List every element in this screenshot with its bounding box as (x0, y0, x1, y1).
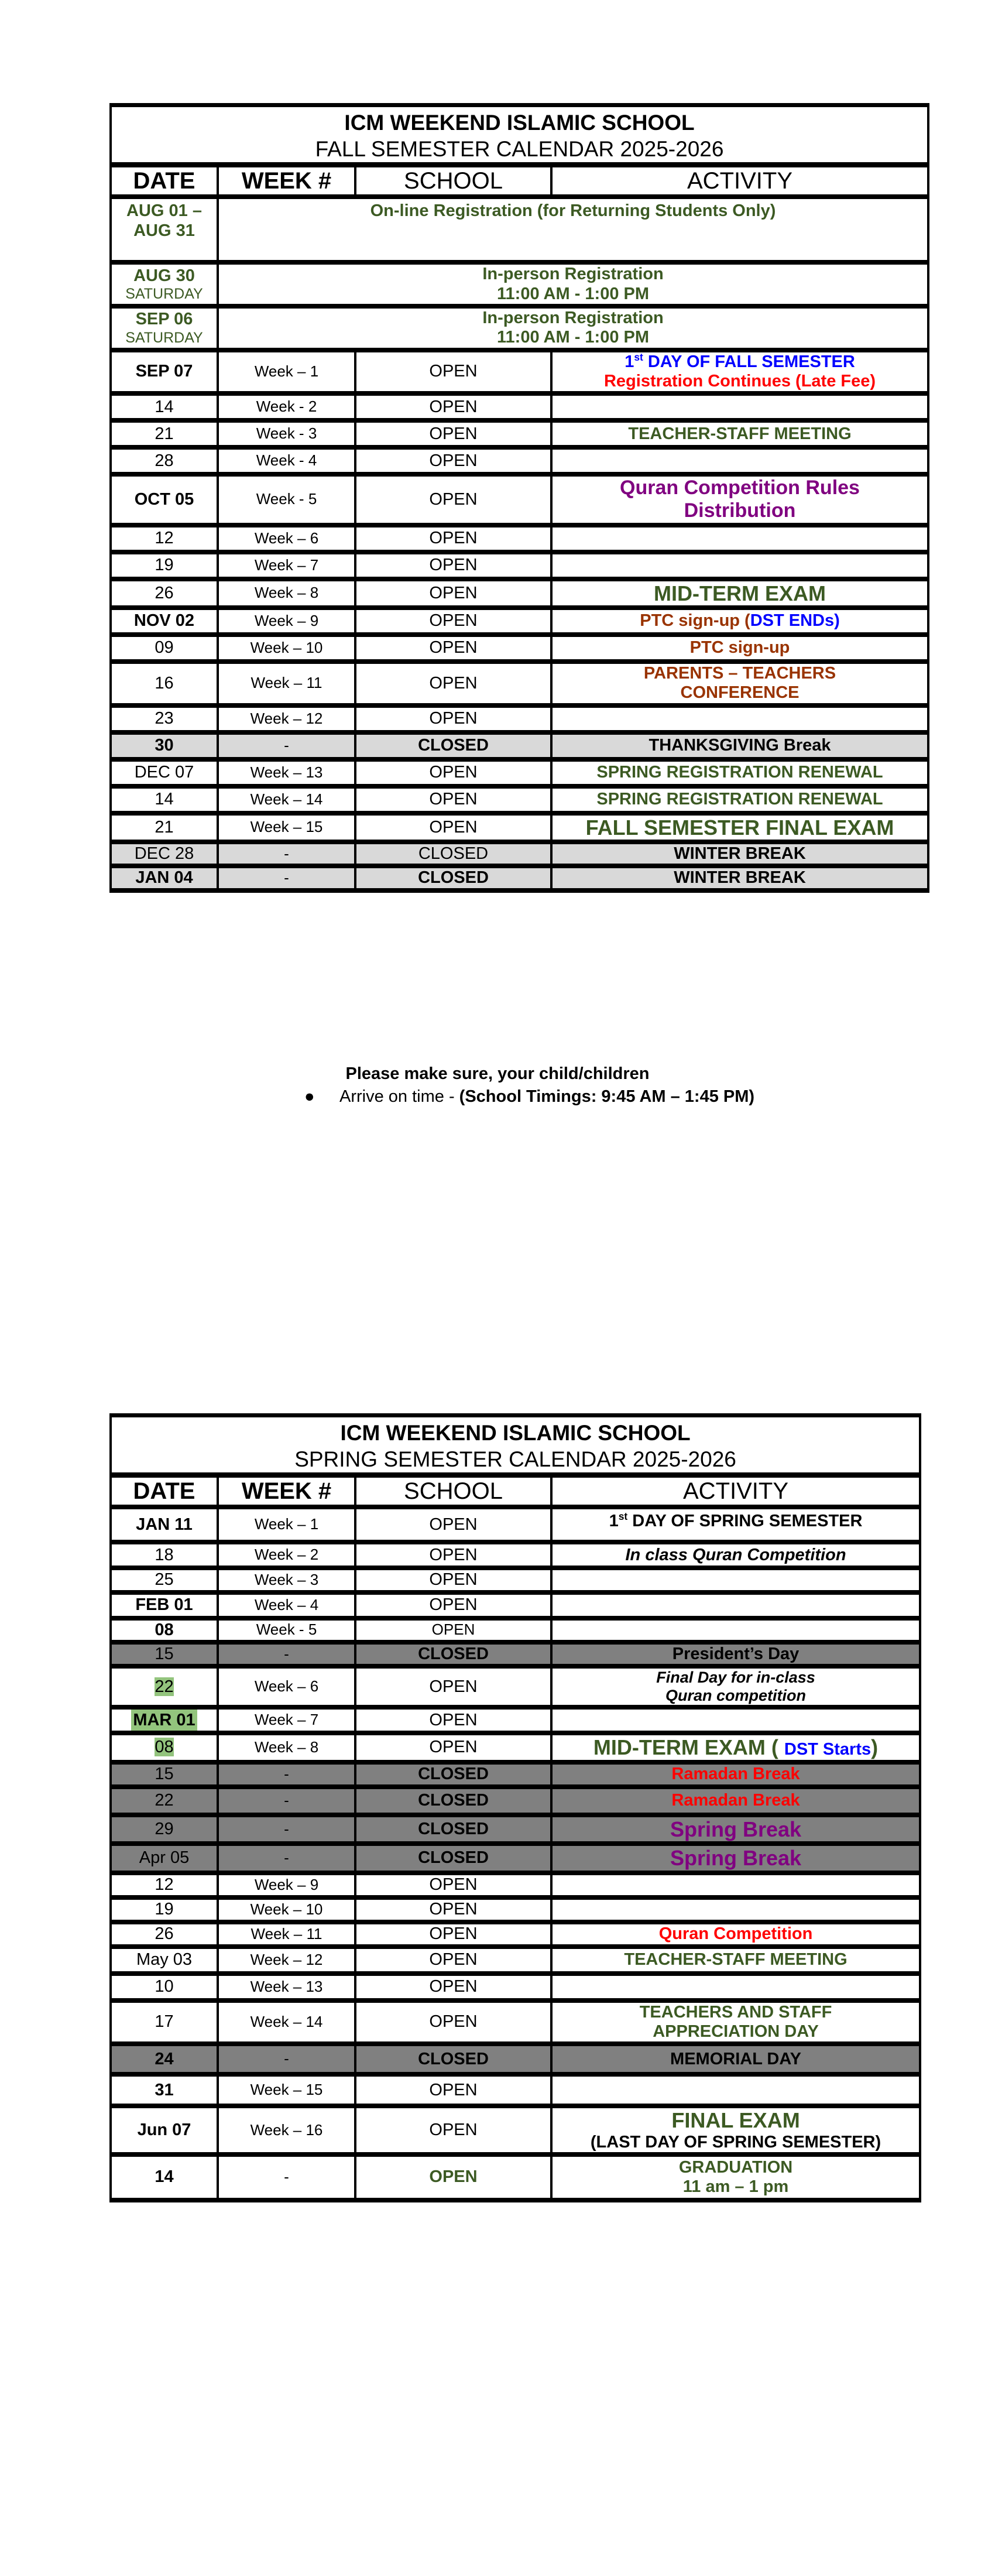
table-row (111, 1666, 920, 1707)
week-cell: Week - 4 (218, 447, 355, 474)
school-status-cell: CLOSED (355, 1787, 551, 1815)
notice-item-prefix: Arrive on time - (339, 1087, 459, 1106)
header-school: SCHOOL (355, 1475, 551, 1508)
week-cell: Week – 8 (218, 579, 355, 608)
date-cell: 30 (111, 732, 218, 759)
date-cell (111, 1666, 218, 1707)
school-timings: (School Timings: 9:45 AM – 1:45 PM) (459, 1087, 755, 1106)
activity-cell: Spring Break (551, 1815, 920, 1844)
school-status-cell: OPEN (355, 525, 551, 552)
school-status-cell: OPEN (355, 635, 551, 662)
table-row (111, 197, 928, 262)
header-week: WEEK # (218, 1475, 355, 1508)
activity-cell (218, 262, 928, 306)
activity-line1: Quran Competition Rules (620, 477, 860, 499)
date-cell: 12 (111, 525, 218, 552)
activity-cell: THANKSGIVING Break (551, 732, 928, 759)
date-cell: DEC 28 (111, 842, 218, 866)
school-status-cell: OPEN (355, 1873, 551, 1897)
school-status-cell: CLOSED (355, 842, 551, 866)
week-cell: Week – 1 (218, 1507, 355, 1542)
school-name: ICM WEEKEND ISLAMIC SCHOOL (344, 111, 695, 135)
school-status-cell: OPEN (355, 608, 551, 635)
school-status-cell: OPEN (355, 1947, 551, 1974)
table-row-closed (111, 1762, 920, 1787)
activity-cell: FALL SEMESTER FINAL EXAM (551, 813, 928, 842)
week-cell: Week – 11 (218, 1922, 355, 1947)
week-cell: Week – 3 (218, 1568, 355, 1592)
week-cell: Week – 9 (218, 1873, 355, 1897)
school-status-cell: OPEN (355, 1897, 551, 1922)
activity-cell (551, 2000, 920, 2044)
school-status-cell: OPEN (355, 552, 551, 579)
date-cell: 10 (111, 1974, 218, 2000)
week-cell: - (218, 842, 355, 866)
activity-cell (551, 1873, 920, 1897)
table-row-closed (111, 1815, 920, 1844)
date-cell: OCT 05 (111, 474, 218, 525)
week-cell: Week – 8 (218, 1733, 355, 1762)
school-status-cell: OPEN (355, 1707, 551, 1733)
school-status-cell: CLOSED (355, 866, 551, 890)
date-cell: 21 (111, 420, 218, 447)
date-cell: Apr 05 (111, 1844, 218, 1872)
date-text: SEP 06 (135, 310, 193, 329)
school-status-cell: OPEN (355, 420, 551, 447)
highlighted-date: MAR 01 (131, 1710, 197, 1731)
school-status-cell: OPEN (355, 1974, 551, 2000)
activity-cell: Quran Competition (551, 1922, 920, 1947)
week-cell: - (218, 1787, 355, 1815)
activity-line2: APPRECIATION DAY (653, 2022, 819, 2041)
fall-title-cell (111, 105, 928, 165)
date-cell: 15 (111, 1762, 218, 1787)
activity-text: DAY OF FALL SEMESTER (643, 352, 855, 371)
table-row (111, 1542, 920, 1568)
date-text: AUG 30 (133, 266, 195, 285)
school-status-cell: OPEN (355, 350, 551, 394)
activity-cell: MID-TERM EXAM (551, 579, 928, 608)
date-cell: JAN 11 (111, 1507, 218, 1542)
week-cell: Week – 13 (218, 1974, 355, 2000)
fall-title-row (111, 105, 928, 165)
activity-line1: TEACHERS AND STAFF (639, 2002, 832, 2022)
date-cell: 12 (111, 1873, 218, 1897)
date-cell: 19 (111, 552, 218, 579)
date-cell: 29 (111, 1815, 218, 1844)
activity-cell: WINTER BREAK (551, 866, 928, 890)
week-cell: Week – 14 (218, 2000, 355, 2044)
activity-line1: GRADUATION (678, 2157, 793, 2177)
activity-cell: SPRING REGISTRATION RENEWAL (551, 759, 928, 786)
week-cell: - (218, 1642, 355, 1666)
spring-calendar-title: SPRING SEMESTER CALENDAR 2025-2026 (294, 1447, 736, 1472)
activity-cell (551, 1974, 920, 2000)
school-status-cell: OPEN (355, 786, 551, 813)
date-cell: 17 (111, 2000, 218, 2044)
date-cell (111, 1733, 218, 1762)
school-status-cell: OPEN (355, 1733, 551, 1762)
school-status-cell: CLOSED (355, 1762, 551, 1787)
date-cell: AUG 01 – AUG 31 (111, 197, 218, 262)
date-cell: 14 (111, 393, 218, 420)
table-row (111, 579, 928, 608)
activity-line1 (555, 352, 925, 372)
table-row (111, 759, 928, 786)
week-cell: Week – 7 (218, 552, 355, 579)
notice-heading: Please make sure, your child/children (345, 1064, 650, 1083)
activity-cell (551, 1568, 920, 1592)
date-cell: 23 (111, 705, 218, 732)
table-row (111, 552, 928, 579)
school-status-cell: OPEN (355, 813, 551, 842)
bullet-icon: ● (304, 1087, 315, 1106)
activity-cell: PTC sign-up (551, 635, 928, 662)
school-status-cell: CLOSED (355, 1815, 551, 1844)
school-status-cell: OPEN (355, 1568, 551, 1592)
activity-cell: Ramadan Break (551, 1762, 920, 1787)
week-cell: Week – 6 (218, 1666, 355, 1707)
table-row (111, 2074, 920, 2106)
school-status-cell: OPEN (355, 2154, 551, 2200)
fall-calendar-table (109, 103, 929, 893)
school-status-cell: OPEN (355, 447, 551, 474)
activity-cell (551, 1897, 920, 1922)
date-cell (111, 1707, 218, 1733)
date-cell: NOV 02 (111, 608, 218, 635)
school-status-cell: OPEN (355, 1542, 551, 1568)
table-row (111, 1618, 920, 1642)
week-cell: Week – 7 (218, 1707, 355, 1733)
table-row-closed (111, 1844, 920, 1872)
school-status-cell: OPEN (355, 705, 551, 732)
school-status-cell: OPEN (355, 393, 551, 420)
activity-line2: CONFERENCE (680, 683, 800, 703)
school-status-cell: OPEN (355, 759, 551, 786)
activity-cell: SPRING REGISTRATION RENEWAL (551, 786, 928, 813)
table-row (111, 1507, 920, 1542)
spring-header-row (111, 1475, 920, 1508)
spring-title-cell (111, 1416, 920, 1475)
activity-cell (218, 306, 928, 350)
activity-line2: Distribution (684, 499, 796, 522)
date-cell: Jun 07 (111, 2106, 218, 2154)
activity-cell (551, 1618, 920, 1642)
activity-cell (551, 2106, 920, 2154)
activity-cell (551, 1592, 920, 1618)
week-cell: - (218, 2154, 355, 2200)
activity-cell: TEACHER-STAFF MEETING (551, 420, 928, 447)
week-cell: Week – 15 (218, 813, 355, 842)
activity-line2: 11:00 AM - 1:00 PM (497, 328, 650, 347)
table-row (111, 420, 928, 447)
activity-line2: 11:00 AM - 1:00 PM (497, 284, 650, 303)
activity-cell: MEMORIAL DAY (551, 2044, 920, 2074)
week-cell: Week – 2 (218, 1542, 355, 1568)
table-row (111, 350, 928, 394)
week-cell: Week – 10 (218, 1897, 355, 1922)
week-cell: - (218, 1762, 355, 1787)
date-cell: 24 (111, 2044, 218, 2074)
activity-cell (551, 525, 928, 552)
activity-cell (551, 447, 928, 474)
table-row (111, 786, 928, 813)
week-cell: Week - 5 (218, 474, 355, 525)
activity-cell (551, 350, 928, 394)
activity-cell (551, 2074, 920, 2106)
activity-line1: Final Day for in-class (656, 1669, 815, 1687)
table-row (111, 525, 928, 552)
date-cell: 21 (111, 813, 218, 842)
activity-line1: FINAL EXAM (671, 2108, 800, 2133)
notice-item-text (339, 1087, 754, 1107)
school-status-cell: CLOSED (355, 1642, 551, 1666)
date-cell: FEB 01 (111, 1592, 218, 1618)
week-cell: Week – 12 (218, 1947, 355, 1974)
week-cell: Week – 4 (218, 1592, 355, 1618)
activity-cell (551, 662, 928, 705)
school-name: ICM WEEKEND ISLAMIC SCHOOL (340, 1421, 691, 1445)
activity-line2: 11 am – 1 pm (682, 2177, 789, 2196)
header-week: WEEK # (218, 165, 355, 197)
week-cell: Week – 13 (218, 759, 355, 786)
table-row (111, 1733, 920, 1762)
date-cell: JAN 04 (111, 866, 218, 890)
fall-calendar-title: FALL SEMESTER CALENDAR 2025-2026 (315, 137, 724, 162)
week-cell: Week - 5 (218, 1618, 355, 1642)
table-row-closed (111, 1642, 920, 1666)
spring-title-row (111, 1416, 920, 1475)
table-row-closed (111, 2044, 920, 2074)
dst-note: DST ENDs) (750, 611, 840, 631)
date-cell: SEP 07 (111, 350, 218, 394)
date-cell: 19 (111, 1897, 218, 1922)
week-cell: - (218, 1815, 355, 1844)
table-row (111, 1592, 920, 1618)
week-cell: - (218, 1844, 355, 1872)
school-status-cell: CLOSED (355, 732, 551, 759)
week-cell: Week - 2 (218, 393, 355, 420)
ordinal-suffix: st (634, 351, 643, 363)
table-row (111, 447, 928, 474)
header-school: SCHOOL (355, 165, 551, 197)
activity-text: MID-TERM EXAM ( (593, 1735, 784, 1760)
school-status-cell: OPEN (355, 1666, 551, 1707)
activity-cell (551, 1733, 920, 1762)
date-cell: 25 (111, 1568, 218, 1592)
activity-cell: Spring Break (551, 1844, 920, 1872)
highlighted-date: 08 (155, 1738, 174, 1757)
table-row (111, 1568, 920, 1592)
week-cell: Week – 1 (218, 350, 355, 394)
date-cell: 08 (111, 1618, 218, 1642)
activity-cell: Ramadan Break (551, 1787, 920, 1815)
table-row-closed (111, 866, 928, 890)
school-status-cell: OPEN (355, 1507, 551, 1542)
highlighted-date: 22 (155, 1677, 174, 1696)
table-row (111, 813, 928, 842)
activity-cell (551, 2154, 920, 2200)
ordinal-number: 1 (609, 1512, 619, 1531)
week-cell: - (218, 732, 355, 759)
school-status-cell: OPEN (355, 579, 551, 608)
table-row (111, 1873, 920, 1897)
activity-cell: WINTER BREAK (551, 842, 928, 866)
table-row (111, 662, 928, 705)
week-cell: - (218, 866, 355, 890)
school-status-cell: OPEN (355, 1922, 551, 1947)
table-row (111, 2154, 920, 2200)
activity-cell (551, 705, 928, 732)
activity-cell: TEACHER-STAFF MEETING (551, 1947, 920, 1974)
school-status-cell: OPEN (355, 2074, 551, 2106)
header-date: DATE (111, 165, 218, 197)
activity-line2: Registration Continues (Late Fee) (603, 371, 876, 390)
date-cell: 18 (111, 1542, 218, 1568)
table-row (111, 635, 928, 662)
school-status-cell: CLOSED (355, 1844, 551, 1872)
week-cell: Week – 9 (218, 608, 355, 635)
ordinal-number: 1 (625, 352, 634, 371)
activity-cell (551, 552, 928, 579)
table-row (111, 474, 928, 525)
table-row (111, 608, 928, 635)
activity-cell (551, 474, 928, 525)
table-row (111, 262, 928, 306)
week-cell: Week – 6 (218, 525, 355, 552)
table-row-closed (111, 1787, 920, 1815)
date-cell (111, 306, 218, 350)
activity-line1: In-person Registration (482, 308, 664, 327)
activity-line1: In-person Registration (482, 265, 664, 284)
table-row (111, 1897, 920, 1922)
week-cell: Week – 16 (218, 2106, 355, 2154)
school-status-cell: OPEN (355, 662, 551, 705)
week-cell: Week – 14 (218, 786, 355, 813)
date-cell: 31 (111, 2074, 218, 2106)
date-cell: 09 (111, 635, 218, 662)
header-activity: ACTIVITY (551, 1475, 920, 1508)
week-cell: Week – 10 (218, 635, 355, 662)
week-cell: Week - 3 (218, 420, 355, 447)
header-date: DATE (111, 1475, 218, 1508)
school-status-cell: OPEN (355, 2106, 551, 2154)
spring-calendar-table (109, 1413, 921, 2202)
activity-text: DAY OF SPRING SEMESTER (627, 1512, 863, 1531)
activity-cell (551, 608, 928, 635)
date-cell: 15 (111, 1642, 218, 1666)
week-cell: - (218, 2044, 355, 2074)
fall-header-row (111, 165, 928, 197)
date-cell: May 03 (111, 1947, 218, 1974)
school-status-cell: OPEN (355, 1618, 551, 1642)
date-cell: 26 (111, 1922, 218, 1947)
activity-cell (551, 393, 928, 420)
weekday-text: SATURDAY (125, 285, 203, 302)
weekday-text: SATURDAY (125, 329, 203, 346)
week-cell: Week – 15 (218, 2074, 355, 2106)
table-row (111, 2106, 920, 2154)
activity-line1: PARENTS – TEACHERS (643, 663, 836, 683)
table-row-closed (111, 732, 928, 759)
ordinal-suffix: st (618, 1510, 628, 1523)
activity-cell (551, 1507, 920, 1542)
date-cell: 22 (111, 1787, 218, 1815)
activity-cell (551, 1707, 920, 1733)
date-cell: 16 (111, 662, 218, 705)
activity-cell (551, 1666, 920, 1707)
activity-line2: (LAST DAY OF SPRING SEMESTER) (590, 2132, 881, 2152)
date-cell: 26 (111, 579, 218, 608)
school-status-cell: CLOSED (355, 2044, 551, 2074)
table-row (111, 306, 928, 350)
table-row (111, 1922, 920, 1947)
date-cell: 28 (111, 447, 218, 474)
date-cell: 14 (111, 786, 218, 813)
table-row (111, 1947, 920, 1974)
school-status-cell: OPEN (355, 1592, 551, 1618)
table-row (111, 705, 928, 732)
date-cell: DEC 07 (111, 759, 218, 786)
activity-text: PTC sign-up ( (640, 611, 750, 631)
school-status-cell: OPEN (355, 2000, 551, 2044)
header-activity: ACTIVITY (551, 165, 928, 197)
week-cell: Week – 11 (218, 662, 355, 705)
date-cell (111, 262, 218, 306)
week-cell: Week – 12 (218, 705, 355, 732)
table-row-closed (111, 842, 928, 866)
activity-text-close: ) (871, 1735, 879, 1760)
activity-cell: President’s Day (551, 1642, 920, 1666)
activity-line2: Quran competition (665, 1687, 807, 1705)
table-row (111, 2000, 920, 2044)
activity-cell: In class Quran Competition (551, 1542, 920, 1568)
table-row (111, 1707, 920, 1733)
table-row (111, 393, 928, 420)
activity-cell: On-line Registration (for Returning Students Only) (218, 197, 928, 262)
table-row (111, 1974, 920, 2000)
dst-note: DST Starts (784, 1740, 872, 1759)
school-status-cell: OPEN (355, 474, 551, 525)
date-cell: 14 (111, 2154, 218, 2200)
